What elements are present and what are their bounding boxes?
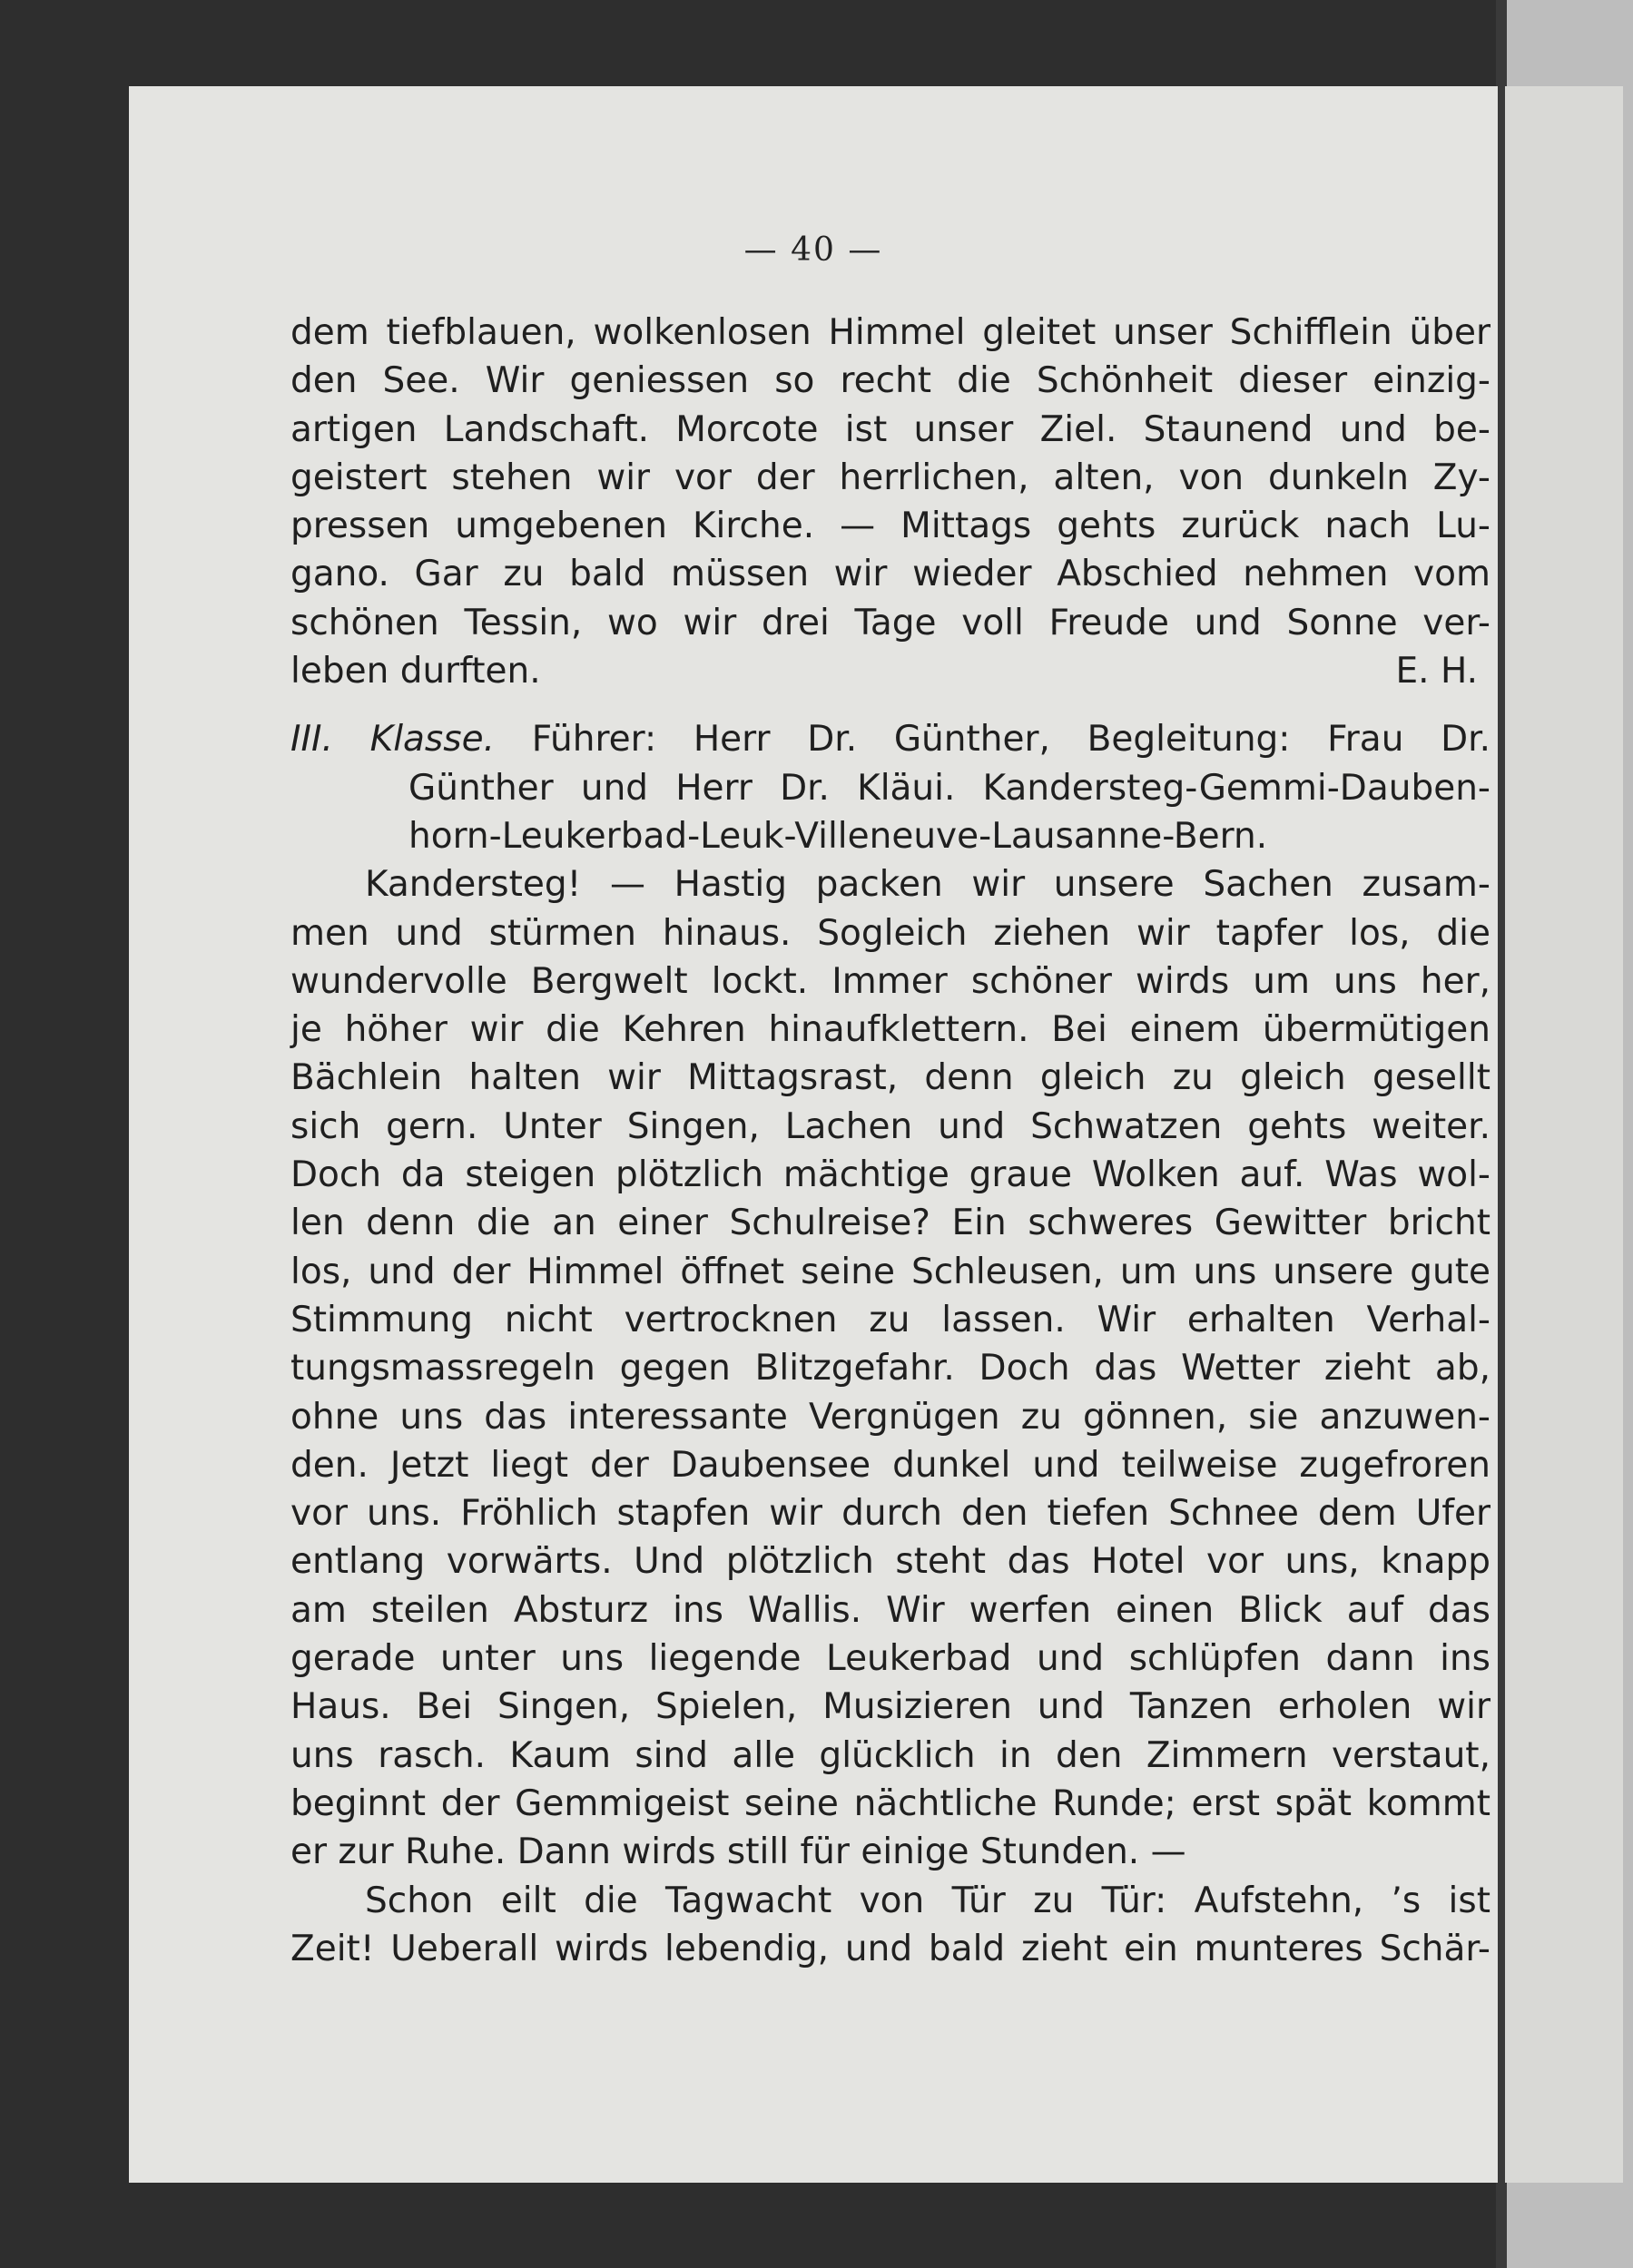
text-line: Doch da steigen plötzlich mächtige graue Wolken auf. Was wol-: [290, 1154, 1490, 1196]
text-line: Haus. Bei Singen, Spielen, Musizieren und Tanzen erholen wir: [290, 1686, 1490, 1728]
class-label: III. Klasse.: [290, 719, 495, 761]
text-line: pressen umgebenen Kirche. — Mittags gehts zurück nach Lu-: [290, 506, 1490, 547]
page-body: [290, 309, 1490, 1973]
text-line: vor uns. Fröhlich stapfen wir durch den tiefen Schnee dem Ufer: [290, 1493, 1490, 1535]
adjacent-page-sliver: [1505, 86, 1623, 2183]
class-header-line: horn-Leukerbad-Leuk-Villeneuve-Lausanne-Bern.: [408, 815, 1268, 857]
text-line: men und stürmen hinaus. Sogleich ziehen wir tapfer los, die: [290, 912, 1490, 954]
text-line: den. Jetzt liegt der Daubensee dunkel und teilweise zugefroren: [290, 1444, 1490, 1486]
text-line: artigen Landschaft. Morcote ist unser Ziel. Staunend und be-: [290, 408, 1490, 450]
text-line: geistert stehen wir vor der herrlichen, alten, von dunkeln Zy-: [290, 457, 1490, 498]
text-line: gerade unter uns liegende Leukerbad und schlüpfen dann ins: [290, 1638, 1490, 1680]
closing-text: leben durften.: [290, 651, 541, 692]
class-header-line: Günther und Herr Dr. Kläui. Kandersteg-Gemmi-Dauben-: [408, 767, 1490, 809]
text-line: dem tiefblauen, wolkenlosen Himmel gleitet unser Schifflein über: [290, 312, 1490, 353]
text-line: gano. Gar zu bald müssen wir wieder Abschied nehmen vom: [290, 554, 1490, 595]
text-line: uns rasch. Kaum sind alle glücklich in den Zimmern verstaut,: [290, 1734, 1490, 1776]
text-line: schönen Tessin, wo wir drei Tage voll Freude und Sonne ver-: [290, 602, 1490, 643]
class-header-first-line: [290, 715, 1490, 763]
text-line: beginnt der Gemmigeist seine nächtliche Runde; erst spät kommt: [290, 1782, 1490, 1824]
text-line: je höher wir die Kehren hinaufklettern. Bei einem übermütigen: [290, 1009, 1490, 1051]
closing-line: [290, 647, 1490, 695]
class-header-rest: Führer: Herr Dr. Günther, Begleitung: Frau Dr.: [531, 719, 1491, 761]
text-line: Zeit! Ueberall wirds lebendig, und bald zieht ein munteres Schär-: [290, 1928, 1490, 1969]
text-line: den See. Wir geniessen so recht die Schönheit dieser einzig-: [290, 360, 1490, 402]
text-line: entlang vorwärts. Und plötzlich steht das Hotel vor uns, knapp: [290, 1541, 1490, 1583]
text-line: Kandersteg! — Hastig packen wir unsere Sachen zusam-: [365, 864, 1490, 906]
text-line: len denn die an einer Schulreise? Ein schweres Gewitter bricht: [290, 1203, 1490, 1244]
text-line: er zur Ruhe. Dann wirds still für einige Stunden. —: [290, 1831, 1186, 1873]
text-line: wundervolle Bergwelt lockt. Immer schöner wirds um uns her,: [290, 960, 1490, 1002]
page-number: — 40 —: [743, 231, 883, 269]
paragraph-2: [290, 860, 1490, 1876]
text-line: tungsmassregeln gegen Blitzgefahr. Doch das Wetter zieht ab,: [290, 1348, 1490, 1389]
text-line: Stimmung nicht vertrocknen zu lassen. Wir erhalten Verhal-: [290, 1299, 1490, 1340]
text-line: sich gern. Unter Singen, Lachen und Schwatzen gehts weiter.: [290, 1105, 1490, 1147]
text-line: am steilen Absturz ins Wallis. Wir werfen einen Blick auf das: [290, 1589, 1490, 1631]
class-header: [290, 715, 1490, 860]
text-line: Schon eilt die Tagwacht von Tür zu Tür: Aufstehn, ’s ist: [365, 1880, 1490, 1921]
book-page: [129, 86, 1498, 2183]
text-line: ohne uns das interessante Vergnügen zu gönnen, sie anzuwen-: [290, 1396, 1490, 1438]
paragraph-1: [290, 309, 1490, 695]
adjacent-page-edge: [1496, 0, 1633, 2268]
author-initials: E. H.: [1395, 651, 1478, 692]
text-line: los, und der Himmel öffnet seine Schleusen, um uns unsere gute: [290, 1251, 1490, 1292]
paragraph-3: [290, 1877, 1490, 1974]
text-line: Bächlein halten wir Mittagsrast, denn gleich zu gleich gesellt: [290, 1057, 1490, 1099]
section-gap: [290, 695, 1490, 715]
